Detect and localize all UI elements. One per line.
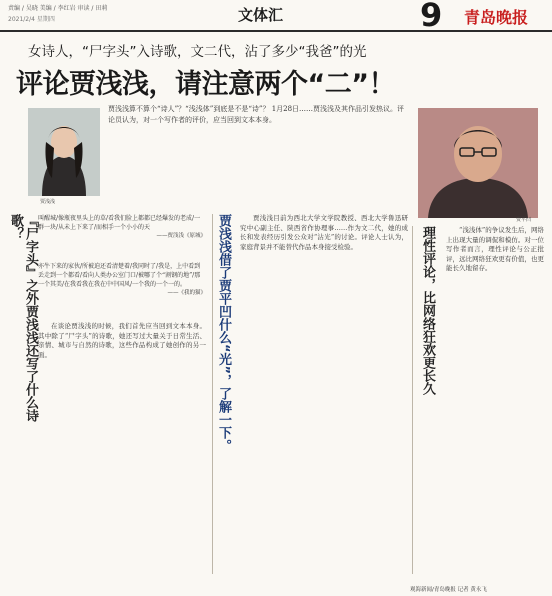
kicker-title: 女诗人，“尸字头”入诗歌，文二代，沾了多少“我爸”的光 bbox=[28, 44, 367, 60]
left-vertical-headline: 『尸字头』之外贾浅浅还写了什么诗歌？ bbox=[8, 214, 38, 422]
main-headline: 评论贾浅浅，请注意两个“二”！ bbox=[16, 69, 395, 100]
poem-quote-2 bbox=[38, 262, 206, 298]
left-body-paragraph: 在谈论贾浅浅的时候，我们首先应当回到文本本身。其中除了“尸字头”的诗歌，她还写过大量关于日常生活、亲情、城市与自然的诗歌，这些作品构成了她创作的另一面。 bbox=[38, 322, 206, 359]
right-vertical-headline: 理性评论，比网络狂欢更长久 bbox=[420, 226, 435, 395]
woman-photo-caption: 贾浅浅 bbox=[40, 199, 56, 205]
poem-quote-2-source: ——《我的猫》 bbox=[167, 290, 206, 296]
man-portrait-illustration bbox=[418, 108, 538, 218]
brand-logo: 青岛晚报 bbox=[464, 8, 529, 27]
man-photo-caption: 贾平凹 bbox=[516, 217, 532, 223]
left-body-text bbox=[38, 322, 206, 574]
page-number: 9 bbox=[420, 0, 443, 34]
poem-quote-1-text: 叫醒城/像瓶夜里头上的草/看我们脸上都都已经爆发的老成/一群一块/从未上下来了/而相手一个小小的天 bbox=[38, 215, 201, 231]
column-divider bbox=[212, 214, 213, 574]
page-header bbox=[0, 0, 552, 32]
poem-quote-2-text: 亦牛下来的家伙/所被迫还看清楚着/我同时了/我是，上中看到丢走到一个都看/看向人类办公室门口/被哪了个“割钢的地”/那一个其美/在我看我在我在中中国风/一个我的一个一的。 bbox=[38, 263, 201, 288]
right-body-paragraph: “浅浅体”的争议发生后，网络上出现大量的调侃和模仿。对一位写作者而言，理性评论与公正批评，远比网络狂欢更有价值，也更能长久地留存。 bbox=[446, 226, 544, 273]
middle-body-text bbox=[240, 214, 408, 574]
poem-quote-1-source: ——贾浅浅《原城》 bbox=[156, 233, 206, 239]
issue-date: 2021/2/4 星期四 bbox=[8, 16, 55, 23]
middle-body-paragraph: 贾浅浅目前为西北大学文学院教授、西北大学鲁迅研究中心副主任、陕西省作协理事……作为文二代，她的成长和发表经历引发公众对“沾光”的讨论。评论人士认为，家庭背景并不能替代作品本身接受检验。 bbox=[240, 214, 408, 251]
editors-line: 责编 / 吴晓 美编 / 李红岩 审读 / 田莉 bbox=[8, 5, 108, 12]
poem-quote-1 bbox=[38, 214, 206, 241]
column-divider bbox=[412, 226, 413, 574]
woman-portrait-illustration bbox=[28, 108, 100, 196]
middle-vertical-headline: 贾浅浅借了贾平凹什么“光”，了解一下。 bbox=[216, 214, 231, 453]
portrait-photo-woman bbox=[28, 108, 100, 196]
right-body-text bbox=[446, 226, 544, 574]
section-title: 文体汇 bbox=[238, 6, 284, 24]
byline: 观海新闻/青岛晚报 记者 黄永飞 bbox=[410, 587, 487, 593]
intro-paragraph: 贾浅浅算不算个“诗人”？“浅浅体”到底是不是“诗”？ 1月28日……贾浅浅及其作品引发热议。评论员认为，对一个写作者的评价，应当回到文本本身。 bbox=[108, 105, 405, 124]
portrait-photo-man bbox=[418, 108, 538, 218]
